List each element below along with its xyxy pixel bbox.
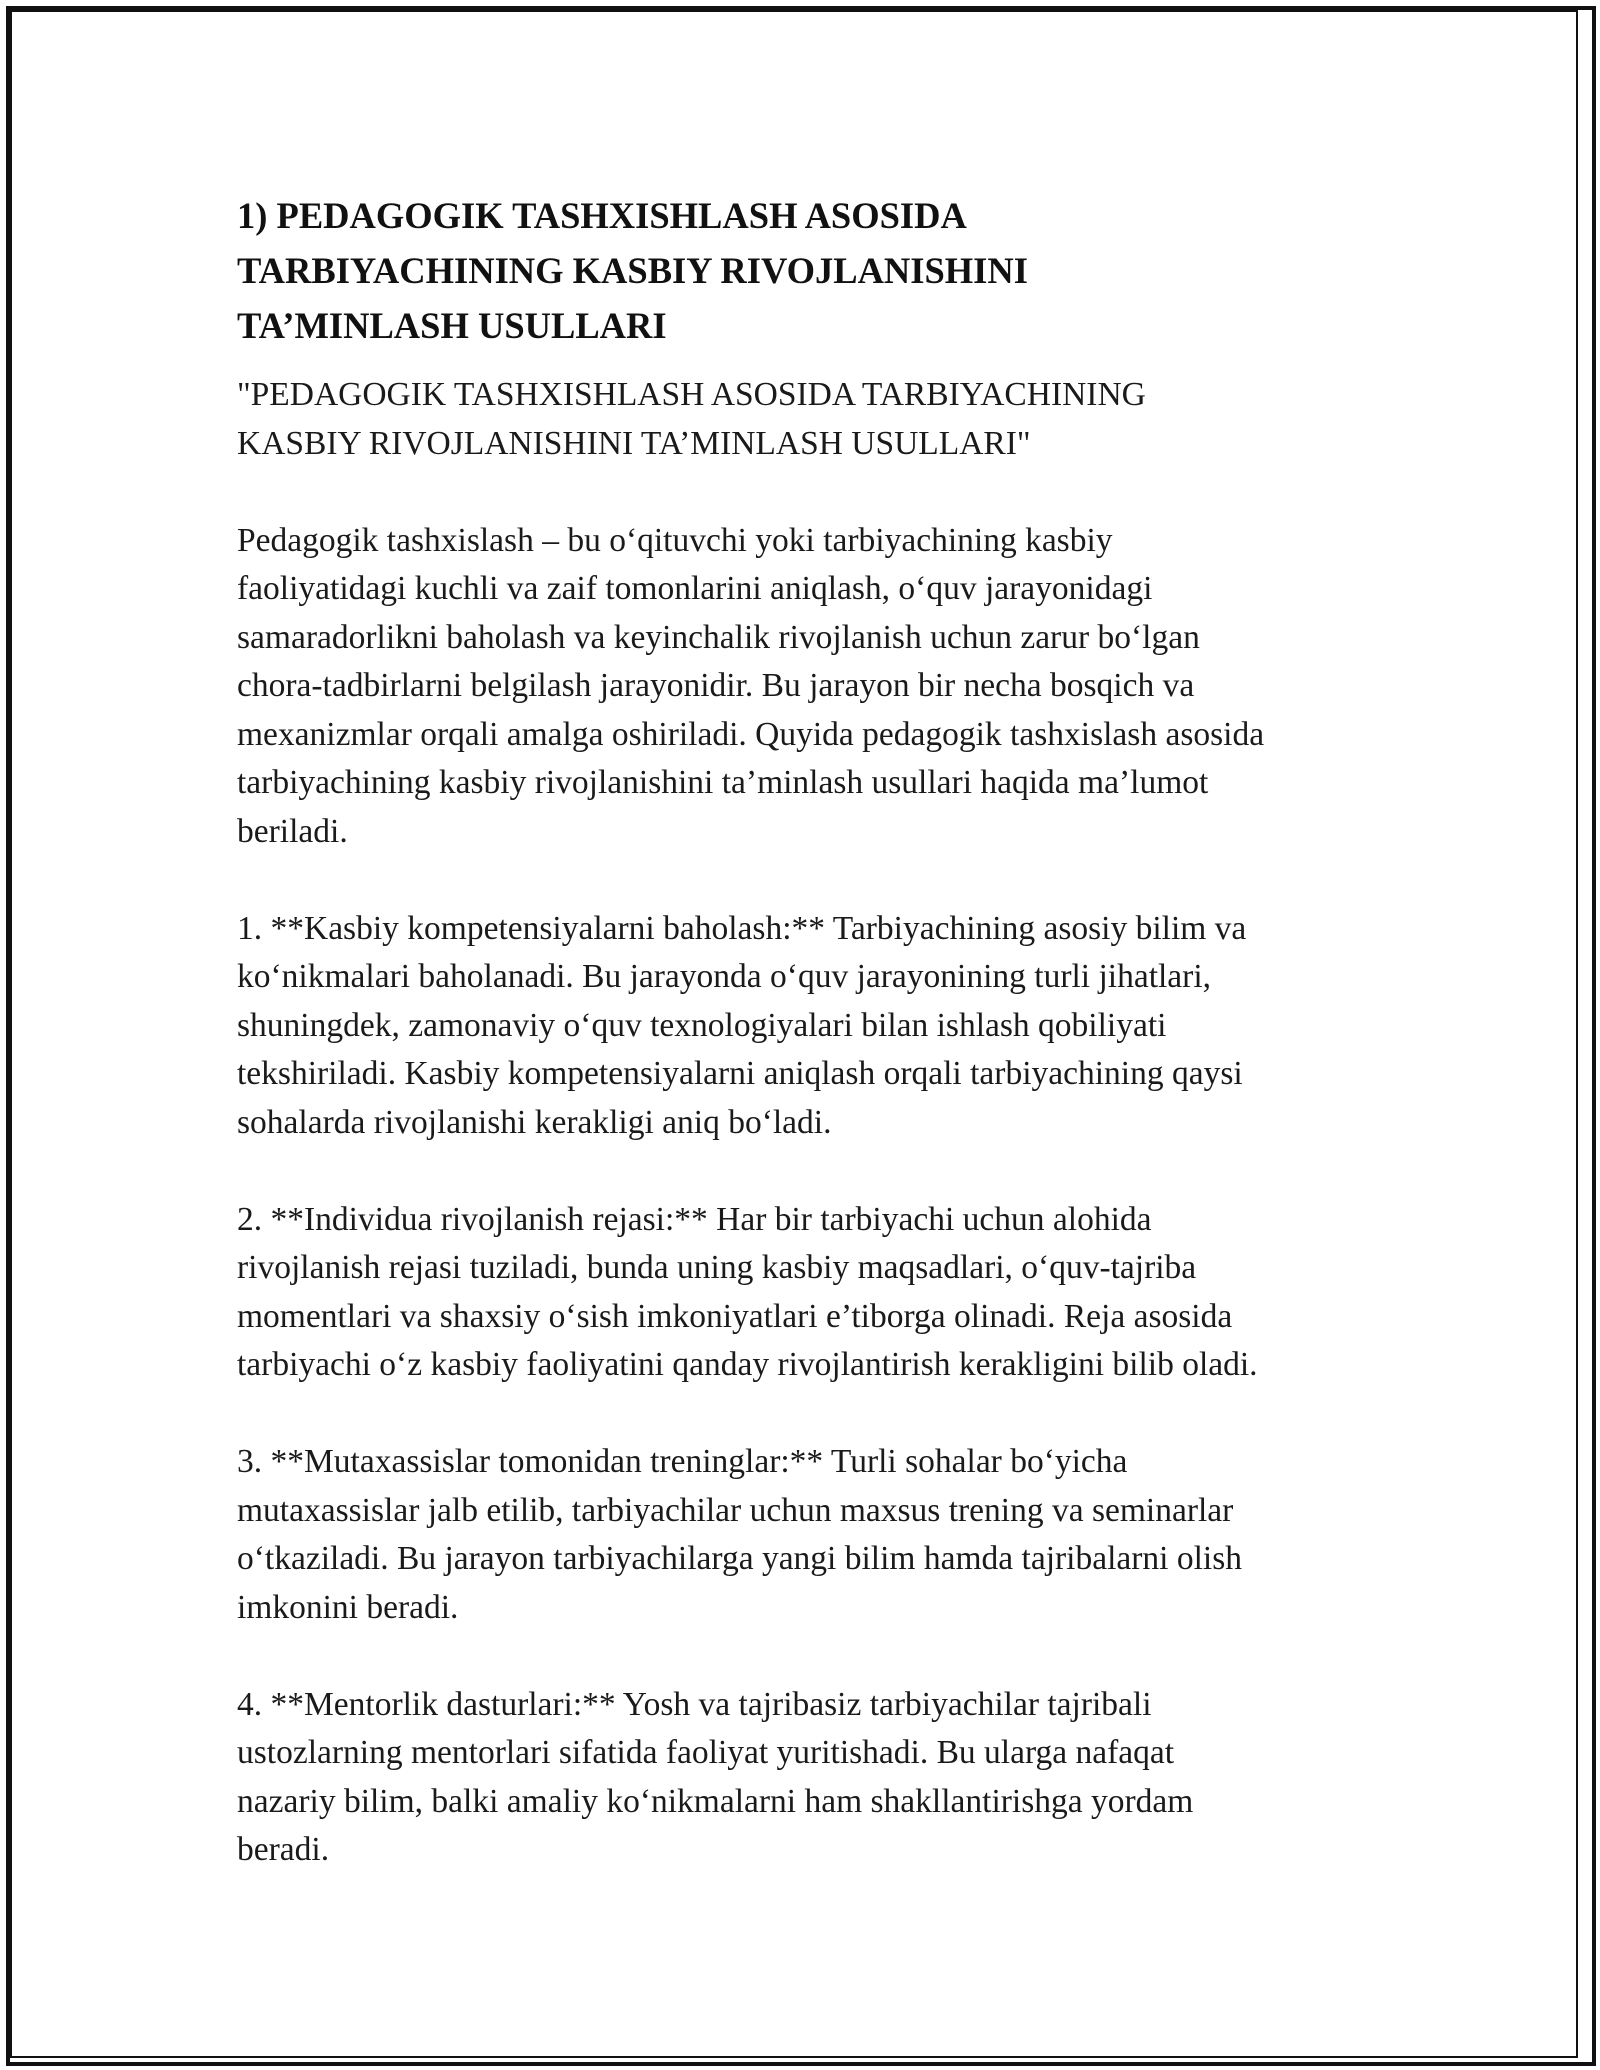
- text-line: beriladi.: [237, 812, 348, 850]
- text-line: mutaxassislar jalb etilib, tarbiyachilar uchun maxsus trening va seminarlar: [237, 1491, 1234, 1529]
- list-item-paragraph: [237, 1438, 1377, 1632]
- document-title: [237, 188, 1377, 353]
- list-item-paragraph: [237, 1681, 1377, 1875]
- text-line: tarbiyachi o‘z kasbiy faoliyatini qanday rivojlantirish kerakligini bilib oladi.: [237, 1346, 1258, 1383]
- text-line: imkonini beradi.: [237, 1588, 459, 1626]
- text-line: tarbiyachining kasbiy rivojlanishini ta’minlash usullari haqida ma’lumot: [237, 764, 1209, 801]
- text-line: momentlari va shaxsiy o‘sish imkoniyatlari e’tiborga olinadi. Reja asosida: [237, 1297, 1233, 1335]
- text-line: 4. **Mentorlik dasturlari:** Yosh va tajribasiz tarbiyachilar tajribali: [237, 1685, 1152, 1723]
- text-line: 2. **Individua rivojlanish rejasi:** Har bir tarbiyachi uchun alohida: [237, 1200, 1152, 1238]
- title-line: TA’MINLASH USULLARI: [237, 305, 667, 346]
- text-line: samaradorlikni baholash va keyinchalik rivojlanish uchun zarur bo‘lgan: [237, 618, 1200, 656]
- document-body: [237, 188, 1377, 1875]
- intro-paragraph: [237, 517, 1377, 857]
- text-line: ustozlarning mentorlari sifatida faoliyat yuritishadi. Bu ularga nafaqat: [237, 1734, 1175, 1771]
- title-line: TARBIYACHINING KASBIY RIVOJLANISHINI: [237, 250, 1028, 291]
- text-line: Pedagogik tashxislash – bu o‘qituvchi yoki tarbiyachining kasbiy: [237, 521, 1113, 559]
- text-line: shuningdek, zamonaviy o‘quv texnologiyalari bilan ishlash qobiliyati: [237, 1006, 1167, 1044]
- text-line: nazariy bilim, balki amaliy ko‘nikmalarni ham shakllantirishga yordam: [237, 1782, 1194, 1820]
- subtitle-line: KASBIY RIVOJLANISHINI TA’MINLASH USULLARI": [237, 424, 1031, 462]
- text-line: ko‘nikmalari baholanadi. Bu jarayonda o‘quv jarayonining turli jihatlari,: [237, 958, 1212, 995]
- document-subtitle: [237, 371, 1377, 468]
- text-line: tekshiriladi. Kasbiy kompetensiyalarni aniqlash orqali tarbiyachining qaysi: [237, 1055, 1243, 1092]
- subtitle-line: "PEDAGOGIK TASHXISHLASH ASOSIDA TARBIYACHINING: [237, 376, 1146, 413]
- title-line: 1) PEDAGOGIK TASHXISHLASH ASOSIDA: [237, 195, 967, 236]
- text-line: o‘tkaziladi. Bu jarayon tarbiyachilarga yangi bilim hamda tajribalarni olish: [237, 1540, 1242, 1577]
- list-item-paragraph: [237, 905, 1377, 1148]
- text-line: sohalarda rivojlanishi kerakligi aniq bo‘ladi.: [237, 1103, 832, 1141]
- text-line: rivojlanish rejasi tuziladi, bunda uning kasbiy maqsadlari, o‘quv-tajriba: [237, 1249, 1197, 1286]
- text-line: mexanizmlar orqali amalga oshiriladi. Quyida pedagogik tashxislash asosida: [237, 715, 1265, 753]
- list-item-paragraph: [237, 1196, 1377, 1390]
- text-line: 1. **Kasbiy kompetensiyalarni baholash:** Tarbiyachining asosiy bilim va: [237, 909, 1247, 947]
- text-line: faoliyatidagi kuchli va zaif tomonlarini aniqlash, o‘quv jarayonidagi: [237, 570, 1153, 607]
- text-line: chora-tadbirlarni belgilash jarayonidir. Bu jarayon bir necha bosqich va: [237, 667, 1195, 704]
- text-line: beradi.: [237, 1831, 330, 1868]
- text-line: 3. **Mutaxassislar tomonidan treninglar:** Turli sohalar bo‘yicha: [237, 1443, 1128, 1480]
